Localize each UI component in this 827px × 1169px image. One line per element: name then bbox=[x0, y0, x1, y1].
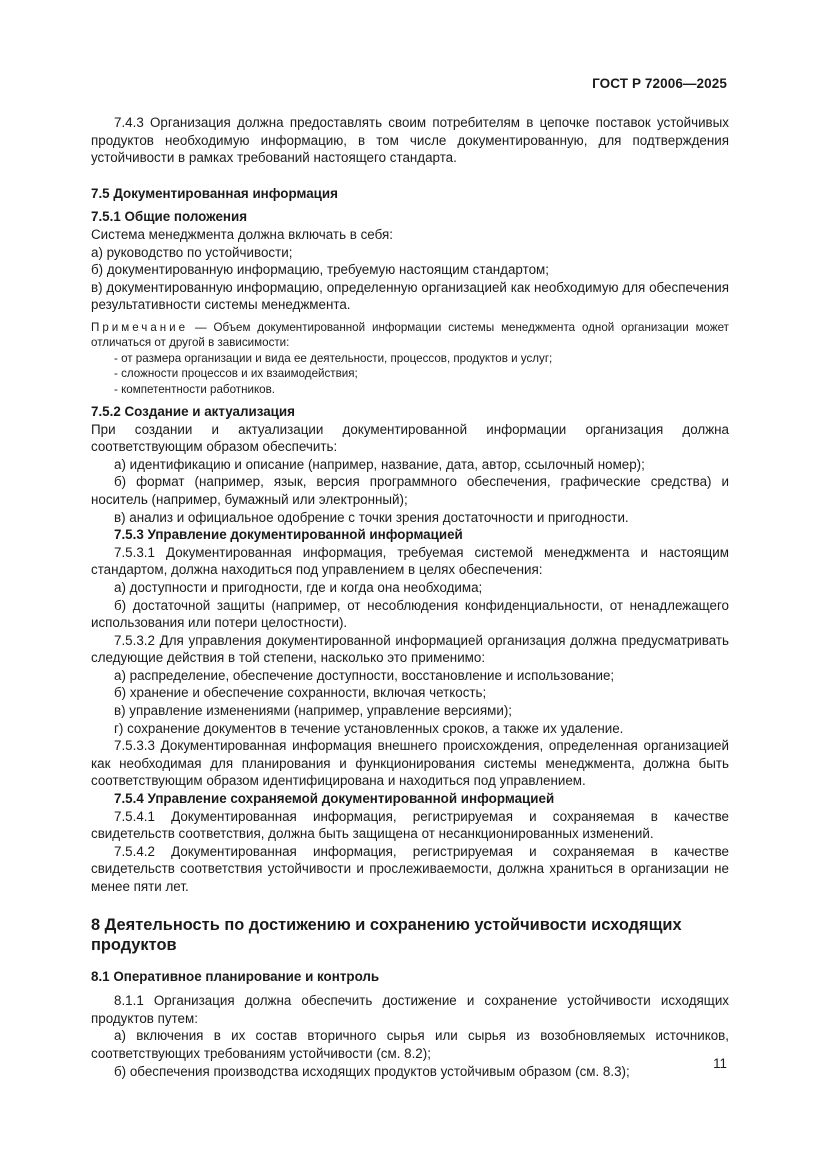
list-item: в) анализ и официальное одобрение с точки зрения достаточности и пригодности. bbox=[114, 509, 629, 525]
paragraph-7-5-4-1: 7.5.4.1 Документированная информация, регистрируемая и сохраняемая в качестве свидетельств соответствия, должна быть защищена от несанкционированных изменений. bbox=[91, 808, 729, 842]
list-item: в) управление изменениями (например, управление версиями); bbox=[114, 703, 513, 719]
paragraph-intro: Система менеджмента должна включать в себя: bbox=[91, 226, 393, 242]
list-item: б) достаточной защиты (например, от несоблюдения конфиденциальности, от ненадлежащего использования или потери целостности). bbox=[91, 597, 729, 631]
note-bullet: - сложности процессов и их взаимодействия; bbox=[114, 367, 358, 381]
list-item: а) распределение, обеспечение доступности, восстановление и использование; bbox=[114, 667, 615, 683]
heading-7-5-1: 7.5.1 Общие положения bbox=[91, 209, 248, 225]
paragraph-7-4-3: 7.4.3 Организация должна предоставлять своим потребителям в цепочке поставок устойчивых продуктов необходимую информацию, в том числе документированную, для подтверждения устойчивости в рамках требований настоящего стандарта. bbox=[91, 115, 729, 166]
heading-7-5-4: 7.5.4 Управление сохраняемой документированной информацией bbox=[114, 791, 555, 807]
list-item: б) формат (например, язык, версия программного обеспечения, графические средства) и носитель (например, бумажный или электронный); bbox=[91, 474, 729, 507]
heading-7-5-3: 7.5.3 Управление документированной информацией bbox=[114, 527, 463, 543]
list-item: г) сохранение документов в течение установленных сроков, а также их удаление. bbox=[114, 720, 624, 736]
list-item: б) обеспечения производства исходящих продуктов устойчивым образом (см. 8.3); bbox=[114, 1063, 630, 1079]
list-item: а) руководство по устойчивости; bbox=[91, 244, 293, 260]
list-item: а) идентификацию и описание (например, название, дата, автор, ссылочный номер); bbox=[114, 456, 645, 472]
heading-7-5-2: 7.5.2 Создание и актуализация bbox=[91, 403, 295, 419]
paragraph-7-5-3-3: 7.5.3.3 Документированная информация внешнего происхождения, определенная организацией как необходимая для планирования и функционирования системы менеджмента, должна быть соответствующим образом идентифицирована и находиться под управлением. bbox=[91, 738, 729, 789]
paragraph-7-5-4-2: 7.5.4.2 Документированная информация, регистрируемая и сохраняемая в качестве свидетельств соответствия устойчивости и прослеживаемости, должна храниться в организации не менее пяти лет. bbox=[91, 843, 729, 894]
page-number: 11 bbox=[713, 1056, 727, 1071]
paragraph-8-1-1: 8.1.1 Организация должна обеспечить достижение и сохранение устойчивости исходящих продуктов путем: bbox=[91, 993, 729, 1026]
note-text: — Объем документированной информации системы менеджмента одной организации может отличаться от другой в зависимости: bbox=[91, 320, 729, 350]
paragraph-7-5-3-1: 7.5.3.1 Документированная информация, требуемая системой менеджмента и настоящим стандартом, должна находиться под управлением в целях обеспечения: bbox=[91, 544, 729, 578]
document-code: ГОСТ Р 72006—2025 bbox=[592, 76, 727, 91]
paragraph-7-5-3-2: 7.5.3.2 Для управления документированной информацией организация должна предусматривать следующие действия в той степени, насколько это применимо: bbox=[91, 632, 729, 666]
list-item: б) документированную информацию, требуемую настоящим стандартом; bbox=[91, 262, 549, 278]
note bbox=[91, 320, 729, 351]
heading-8-1: 8.1 Оперативное планирование и контроль bbox=[91, 968, 380, 984]
note-label: Примечание bbox=[91, 320, 189, 334]
list-item: а) доступности и пригодности, где и когда она необходима; bbox=[114, 579, 483, 595]
note-bullet: - от размера организации и вида ее деятельности, процессов, продуктов и услуг; bbox=[114, 351, 553, 365]
heading-section-8: 8 Деятельность по достижению и сохранению устойчивости исходящих продуктов bbox=[91, 915, 682, 955]
note-bullet: - компетентности работников. bbox=[114, 382, 275, 396]
heading-7-5: 7.5 Документированная информация bbox=[91, 185, 338, 201]
list-item: б) хранение и обеспечение сохранности, включая четкость; bbox=[114, 685, 487, 701]
paragraph: При создании и актуализации документированной информации организация должна соответствующим образом обеспечить: bbox=[91, 421, 729, 455]
list-item: а) включения в их состав вторичного сырья или сырья из возобновляемых источников, соответствующих требованиям устойчивости (см. 8.2); bbox=[91, 1028, 729, 1061]
page-content bbox=[91, 114, 729, 1080]
list-item: в) документированную информацию, определенную организацией как необходимую для обеспечения результативности системы менеджмента. bbox=[91, 279, 729, 313]
